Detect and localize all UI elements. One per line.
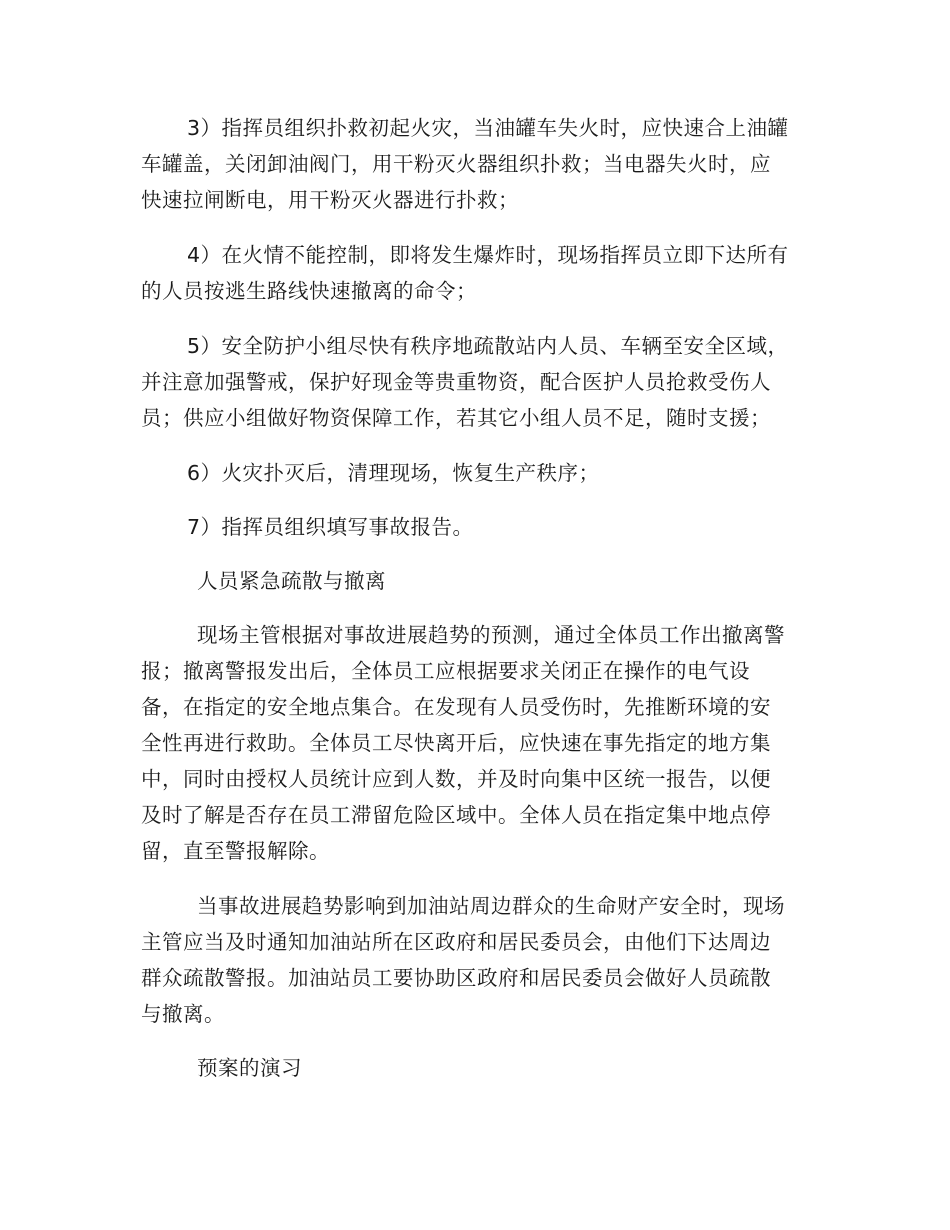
paragraph-1-line-2: 车罐盖，关闭卸油阀门，用干粉灭火器组织扑救；当电器失火时，应 xyxy=(141,152,771,176)
paragraph-7-line-5: 中，同时由授权人员统计应到人数，并及时向集中区统一报告，以便 xyxy=(141,767,771,791)
section-heading-drill: 预案的演习 xyxy=(197,1056,302,1080)
paragraph-8-line-1: 当事故进展趋势影响到加油站周边群众的生命财产安全时，现场 xyxy=(197,894,785,918)
paragraph-4-line-1: 6）火灾扑灭后，清理现场，恢复生产秩序； xyxy=(187,461,600,485)
paragraph-7-line-1: 现场主管根据对事故进展趋势的预测，通过全体员工作出撤离警 xyxy=(197,623,785,647)
paragraph-7-line-6: 及时了解是否存在员工滞留危险区域中。全体人员在指定集中地点停 xyxy=(141,803,771,827)
paragraph-8-line-3: 群众疏散警报。加油站员工要协助区政府和居民委员会做好人员疏散 xyxy=(141,966,771,990)
paragraph-7-line-2: 报；撤离警报发出后，全体员工应根据要求关闭正在操作的电气设 xyxy=(141,659,750,683)
paragraph-7-line-3: 备，在指定的安全地点集合。在发现有人员受伤时，先推断环境的安 xyxy=(141,695,771,719)
paragraph-8-line-4: 与撤离。 xyxy=(141,1002,225,1026)
paragraph-3-line-1: 5）安全防护小组尽快有秩序地疏散站内人员、车辆至安全区域， xyxy=(187,334,789,358)
paragraph-7-line-4: 全性再进行救助。全体员工尽快离开后，应快速在事先指定的地方集 xyxy=(141,731,771,755)
paragraph-1-line-1: 3）指挥员组织扑救初起火灾，当油罐车失火时，应快速合上油罐 xyxy=(187,116,789,140)
section-heading-evacuation: 人员紧急疏散与撤离 xyxy=(197,569,386,593)
paragraph-8-line-2: 主管应当及时通知加油站所在区政府和居民委员会，由他们下达周边 xyxy=(141,930,771,954)
paragraph-7-line-7: 留，直至警报解除。 xyxy=(141,839,330,863)
paragraph-3-line-2: 并注意加强警戒，保护好现金等贵重物资，配合医护人员抢救受伤人 xyxy=(141,370,771,394)
paragraph-2-line-2: 的人员按逃生路线快速撤离的命令； xyxy=(141,279,477,303)
paragraph-5-line-1: 7）指挥员组织填写事故报告。 xyxy=(187,515,474,539)
paragraph-2-line-1: 4）在火情不能控制，即将发生爆炸时，现场指挥员立即下达所有 xyxy=(187,243,789,267)
paragraph-1-line-3: 快速拉闸断电，用干粉灭火器进行扑救； xyxy=(141,188,519,212)
paragraph-3-line-3: 员；供应小组做好物资保障工作，若其它小组人员不足，随时支援； xyxy=(141,406,771,430)
